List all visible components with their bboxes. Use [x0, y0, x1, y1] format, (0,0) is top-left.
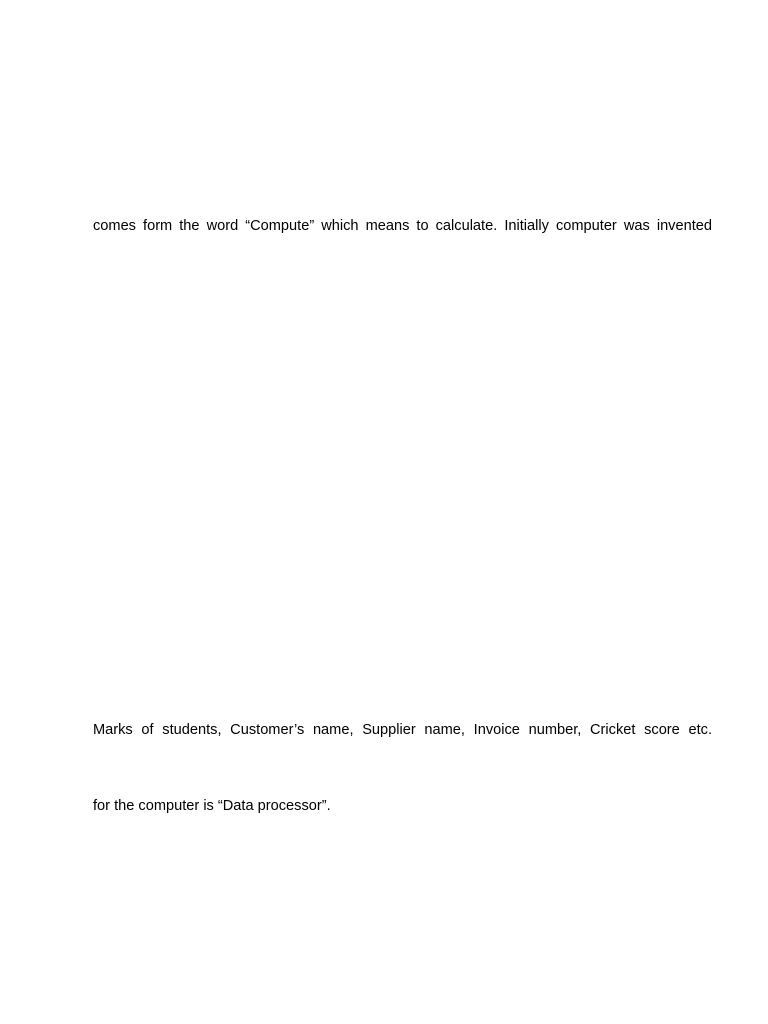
text-line: comes form the word “Compute” which means to calculate. Initially computer was invented — [93, 218, 712, 234]
text-line: Marks of students, Customer’s name, Supplier name, Invoice number, Cricket score etc. — [93, 722, 712, 738]
text-line: for the computer is “Data processor”. — [93, 798, 331, 814]
